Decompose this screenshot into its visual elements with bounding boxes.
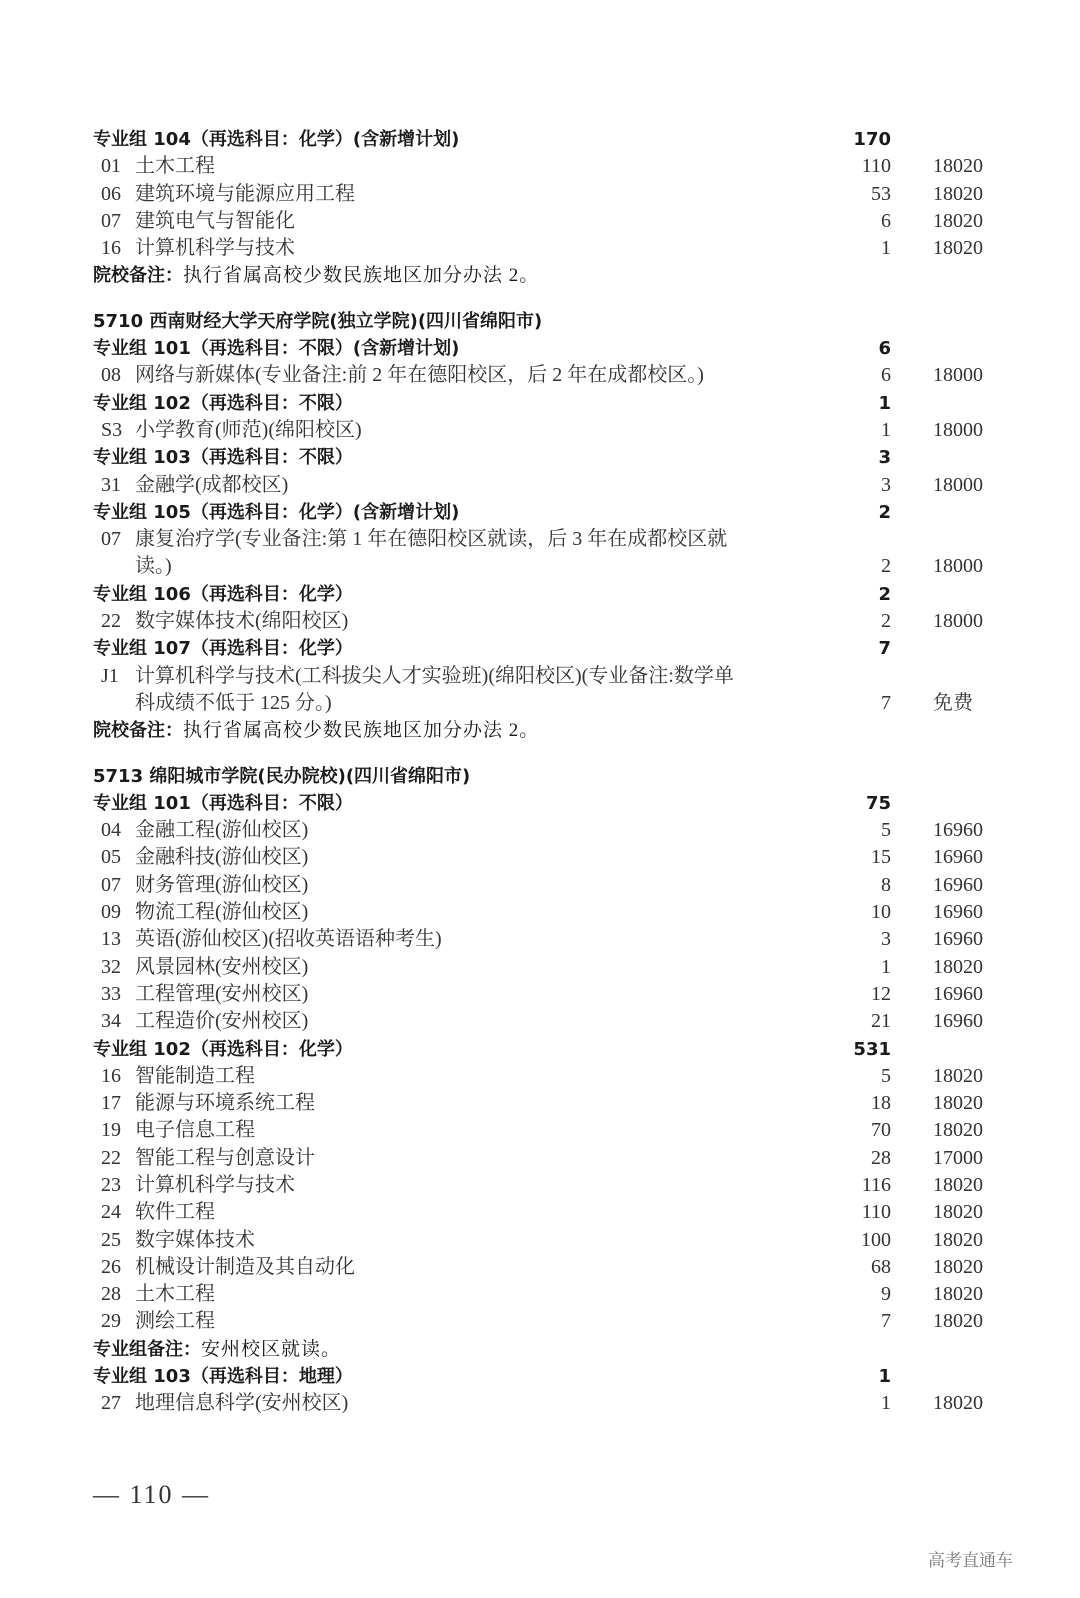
remark-row	[93, 262, 1013, 289]
major-label	[93, 1254, 355, 1281]
major-group-row	[93, 790, 1013, 817]
major-count: 3	[881, 473, 891, 496]
major-row-continuation	[93, 690, 1013, 717]
major-count: 7	[881, 1310, 891, 1333]
major-group-count: 531	[853, 1038, 891, 1060]
major-label	[93, 899, 308, 926]
major-code: 07	[101, 528, 121, 551]
school-name: 5710 西南财经大学天府学院(独立学院)(四川省绵阳市)	[93, 310, 543, 332]
major-name: 工程造价(安州校区)	[135, 1010, 309, 1033]
major-row	[93, 1199, 1013, 1226]
major-count: 6	[881, 209, 891, 232]
major-name-continued: 读。)	[135, 555, 172, 578]
major-code: 16	[101, 237, 121, 260]
major-row	[93, 1254, 1013, 1281]
major-name: 能源与环境系统工程	[135, 1092, 315, 1115]
major-group-label: 专业组 107（再选科目：化学）	[93, 638, 353, 660]
major-count: 10	[871, 901, 891, 924]
major-fee: 18020	[933, 209, 983, 232]
major-name: 智能工程与创意设计	[135, 1146, 315, 1169]
major-label	[93, 1172, 295, 1199]
major-group-row	[93, 390, 1013, 417]
major-name: 财务管理(游仙校区)	[135, 873, 309, 896]
major-code: 07	[101, 209, 121, 232]
major-fee: 18020	[933, 1255, 983, 1278]
major-row	[93, 1008, 1013, 1035]
major-count: 8	[881, 873, 891, 896]
major-code: 23	[101, 1173, 121, 1196]
major-code: 26	[101, 1255, 121, 1278]
remark-text: 执行省属高校少数民族地区加分办法 2。	[183, 720, 540, 742]
major-count: 68	[871, 1255, 891, 1278]
major-fee: 18020	[933, 1392, 983, 1415]
major-count: 1	[881, 1392, 891, 1415]
major-fee: 16960	[933, 1010, 983, 1033]
major-row	[93, 663, 1013, 690]
remark-heading: 院校备注：	[93, 265, 183, 287]
major-count: 53	[871, 182, 891, 205]
major-fee: 18020	[933, 155, 983, 178]
major-row	[93, 926, 1013, 953]
major-group-count: 75	[865, 792, 891, 814]
major-group-count: 2	[878, 501, 891, 523]
major-code: 08	[101, 364, 121, 387]
major-fee: 16960	[933, 982, 983, 1005]
major-label	[93, 926, 442, 953]
major-group-row	[93, 499, 1013, 526]
major-code: 32	[101, 955, 121, 978]
major-count: 116	[861, 1173, 891, 1196]
major-group-label: 专业组 106（再选科目：化学）	[93, 583, 353, 605]
major-row	[93, 526, 1013, 553]
major-label	[93, 526, 727, 553]
remark-text: 执行省属高校少数民族地区加分办法 2。	[183, 265, 540, 287]
source-watermark: 高考直通车	[928, 1551, 1013, 1571]
major-count: 5	[881, 819, 891, 842]
major-label	[93, 1090, 315, 1117]
major-name: 地理信息科学(安州校区)	[135, 1392, 349, 1415]
major-group-label: 专业组 102（再选科目：化学）	[93, 1038, 353, 1060]
major-name: 测绘工程	[135, 1310, 215, 1333]
major-code: S3	[101, 418, 123, 441]
major-row	[93, 153, 1013, 180]
major-name: 康复治疗学(专业备注:第 1 年在德阳校区就读，后 3 年在成都校区就	[135, 528, 728, 551]
major-row	[93, 981, 1013, 1008]
major-fee: 18000	[933, 610, 983, 633]
major-label	[93, 1008, 308, 1035]
major-label	[93, 1227, 255, 1254]
major-fee: 17000	[933, 1146, 983, 1169]
major-fee: 16960	[933, 901, 983, 924]
major-row	[93, 1308, 1013, 1335]
major-row	[93, 235, 1013, 262]
major-count: 12	[871, 982, 891, 1005]
major-group-label: 专业组 104（再选科目：化学）(含新增计划)	[93, 129, 460, 150]
school-name: 5713 绵阳城市学院(民办院校)(四川省绵阳市)	[93, 765, 471, 787]
major-code: 09	[101, 901, 121, 924]
major-name: 建筑电气与智能化	[135, 209, 295, 232]
page-number: — 110 —	[93, 1480, 211, 1509]
major-count: 7	[881, 691, 891, 714]
major-row	[93, 899, 1013, 926]
major-fee: 18000	[933, 364, 983, 387]
major-label	[93, 1281, 215, 1308]
major-code: 07	[101, 873, 121, 896]
major-group-label: 专业组 102（再选科目：不限）	[93, 392, 353, 414]
major-name: 机械设计制造及其自动化	[135, 1255, 355, 1278]
major-name: 建筑环境与能源应用工程	[135, 182, 355, 205]
major-name: 智能制造工程	[135, 1064, 255, 1087]
major-name: 计算机科学与技术	[135, 237, 295, 260]
major-group-row	[93, 581, 1013, 608]
major-group-row	[93, 335, 1013, 362]
remark-row	[93, 1336, 1013, 1363]
major-fee: 16960	[933, 928, 983, 951]
major-count: 5	[881, 1064, 891, 1087]
remark-heading: 专业组备注：	[93, 1338, 201, 1360]
major-name: 英语(游仙校区)(招收英语语种考生)	[135, 928, 442, 951]
major-code: 04	[101, 819, 121, 842]
major-code: 34	[101, 1010, 121, 1033]
major-fee: 18020	[933, 1310, 983, 1333]
major-group-label: 专业组 105（再选科目：化学）(含新增计划)	[93, 501, 460, 523]
remark-row	[93, 717, 1013, 744]
section-spacer	[93, 745, 1013, 763]
major-row	[93, 208, 1013, 235]
major-name: 电子信息工程	[135, 1119, 255, 1142]
major-code: 13	[101, 928, 121, 951]
major-name: 物流工程(游仙校区)	[135, 901, 309, 924]
major-count: 2	[881, 610, 891, 633]
major-fee: 18020	[933, 1064, 983, 1087]
major-count: 70	[871, 1119, 891, 1142]
major-code: 25	[101, 1228, 121, 1251]
major-count: 9	[881, 1283, 891, 1306]
major-row	[93, 181, 1013, 208]
major-code: 17	[101, 1092, 121, 1115]
major-count: 6	[881, 364, 891, 387]
major-group-count: 3	[878, 447, 891, 469]
major-row	[93, 472, 1013, 499]
major-name: 金融学(成都校区)	[135, 473, 289, 496]
major-name: 网络与新媒体(专业备注:前 2 年在德阳校区，后 2 年在成都校区。)	[135, 364, 704, 387]
major-fee: 18020	[933, 237, 983, 260]
major-group-row	[93, 1036, 1013, 1063]
major-fee: 18020	[933, 1173, 983, 1196]
major-label	[93, 417, 362, 444]
major-row	[93, 844, 1013, 871]
major-row	[93, 362, 1013, 389]
major-row	[93, 1390, 1013, 1417]
major-row	[93, 608, 1013, 635]
major-code: J1	[101, 664, 119, 687]
major-label	[93, 954, 308, 981]
major-name: 工程管理(安州校区)	[135, 982, 309, 1005]
major-fee: 18020	[933, 182, 983, 205]
major-label	[93, 663, 734, 690]
section-spacer	[93, 290, 1013, 308]
major-row	[93, 1063, 1013, 1090]
major-code: 33	[101, 982, 121, 1005]
major-group-label: 专业组 103（再选科目：不限）	[93, 447, 353, 469]
major-row	[93, 1117, 1013, 1144]
remark	[93, 717, 539, 744]
major-code: 31	[101, 473, 121, 496]
major-name: 数字媒体技术(绵阳校区)	[135, 610, 349, 633]
major-row	[93, 872, 1013, 899]
major-count: 21	[871, 1010, 891, 1033]
major-group-count: 2	[878, 583, 891, 605]
major-fee: 18000	[933, 555, 983, 578]
major-fee: 18020	[933, 1283, 983, 1306]
remark	[93, 262, 539, 289]
major-code: 05	[101, 846, 121, 869]
major-count: 3	[881, 928, 891, 951]
major-fee: 18020	[933, 1228, 983, 1251]
remark-text: 安州校区就读。	[201, 1338, 342, 1360]
major-row	[93, 1090, 1013, 1117]
major-fee: 16960	[933, 873, 983, 896]
major-group-row	[93, 444, 1013, 471]
major-label	[93, 235, 295, 262]
major-code: 19	[101, 1119, 121, 1142]
major-fee: 免费	[933, 691, 973, 714]
major-name: 软件工程	[135, 1201, 215, 1224]
major-count: 110	[861, 1201, 891, 1224]
major-name: 数字媒体技术	[135, 1228, 255, 1251]
major-group-count: 170	[853, 129, 891, 150]
major-count: 2	[881, 555, 891, 578]
major-label	[93, 181, 355, 208]
major-count: 28	[871, 1146, 891, 1169]
major-group-row	[93, 126, 1013, 153]
major-group-label: 专业组 103（再选科目：地理）	[93, 1366, 353, 1388]
major-fee: 18000	[933, 473, 983, 496]
major-code: 24	[101, 1201, 121, 1224]
major-fee: 16960	[933, 819, 983, 842]
major-label	[93, 362, 704, 389]
major-label	[93, 1145, 315, 1172]
major-row-continuation	[93, 553, 1013, 580]
major-fee: 18020	[933, 955, 983, 978]
major-name: 计算机科学与技术	[135, 1173, 295, 1196]
major-count: 100	[861, 1228, 891, 1251]
major-label	[93, 153, 215, 180]
major-fee: 16960	[933, 846, 983, 869]
school-heading	[93, 308, 1013, 335]
major-name: 金融工程(游仙校区)	[135, 819, 309, 842]
major-code: 27	[101, 1392, 121, 1415]
major-group-row	[93, 1363, 1013, 1390]
major-label	[93, 981, 308, 1008]
major-label	[93, 1199, 215, 1226]
major-count: 1	[881, 418, 891, 441]
major-fee: 18020	[933, 1119, 983, 1142]
major-code: 28	[101, 1283, 121, 1306]
major-fee: 18020	[933, 1092, 983, 1115]
major-group-count: 7	[878, 638, 891, 660]
major-count: 1	[881, 955, 891, 978]
major-label	[93, 1390, 348, 1417]
major-name: 土木工程	[135, 1283, 215, 1306]
major-code: 22	[101, 610, 121, 633]
major-label	[93, 872, 308, 899]
major-name: 金融科技(游仙校区)	[135, 846, 309, 869]
major-group-count: 6	[878, 338, 891, 360]
major-row	[93, 817, 1013, 844]
major-count: 1	[881, 237, 891, 260]
major-label	[93, 1063, 255, 1090]
major-label	[93, 208, 295, 235]
major-row	[93, 1281, 1013, 1308]
major-code: 29	[101, 1310, 121, 1333]
remark	[93, 1336, 341, 1363]
major-group-row	[93, 635, 1013, 662]
major-code: 06	[101, 182, 121, 205]
major-name: 土木工程	[135, 155, 215, 178]
remark-heading: 院校备注：	[93, 720, 183, 742]
major-label	[93, 844, 308, 871]
major-group-label: 专业组 101（再选科目：不限）	[93, 792, 353, 814]
major-label	[93, 608, 348, 635]
major-label	[93, 472, 288, 499]
major-group-count: 1	[878, 1366, 891, 1388]
school-heading	[93, 763, 1013, 790]
major-name: 计算机科学与技术(工科拔尖人才实验班)(绵阳校区)(专业备注:数学单	[135, 664, 734, 687]
major-label	[93, 1117, 255, 1144]
major-code: 22	[101, 1146, 121, 1169]
major-code: 01	[101, 155, 121, 178]
major-row	[93, 954, 1013, 981]
major-group-count: 1	[878, 392, 891, 414]
major-group-label: 专业组 101（再选科目：不限）(含新增计划)	[93, 338, 460, 360]
major-fee: 18000	[933, 418, 983, 441]
major-count: 18	[871, 1092, 891, 1115]
major-label	[93, 817, 308, 844]
major-count: 110	[861, 155, 891, 178]
major-row	[93, 417, 1013, 444]
major-name: 小学教育(师范)(绵阳校区)	[135, 418, 362, 441]
major-code: 16	[101, 1064, 121, 1087]
major-row	[93, 1227, 1013, 1254]
major-row	[93, 1172, 1013, 1199]
enrollment-plan-list	[93, 126, 1013, 1418]
major-fee: 18020	[933, 1201, 983, 1224]
major-name-continued: 科成绩不低于 125 分。)	[135, 691, 332, 714]
major-count: 15	[871, 846, 891, 869]
major-row	[93, 1145, 1013, 1172]
major-label	[93, 1308, 215, 1335]
major-name: 风景园林(安州校区)	[135, 955, 309, 978]
